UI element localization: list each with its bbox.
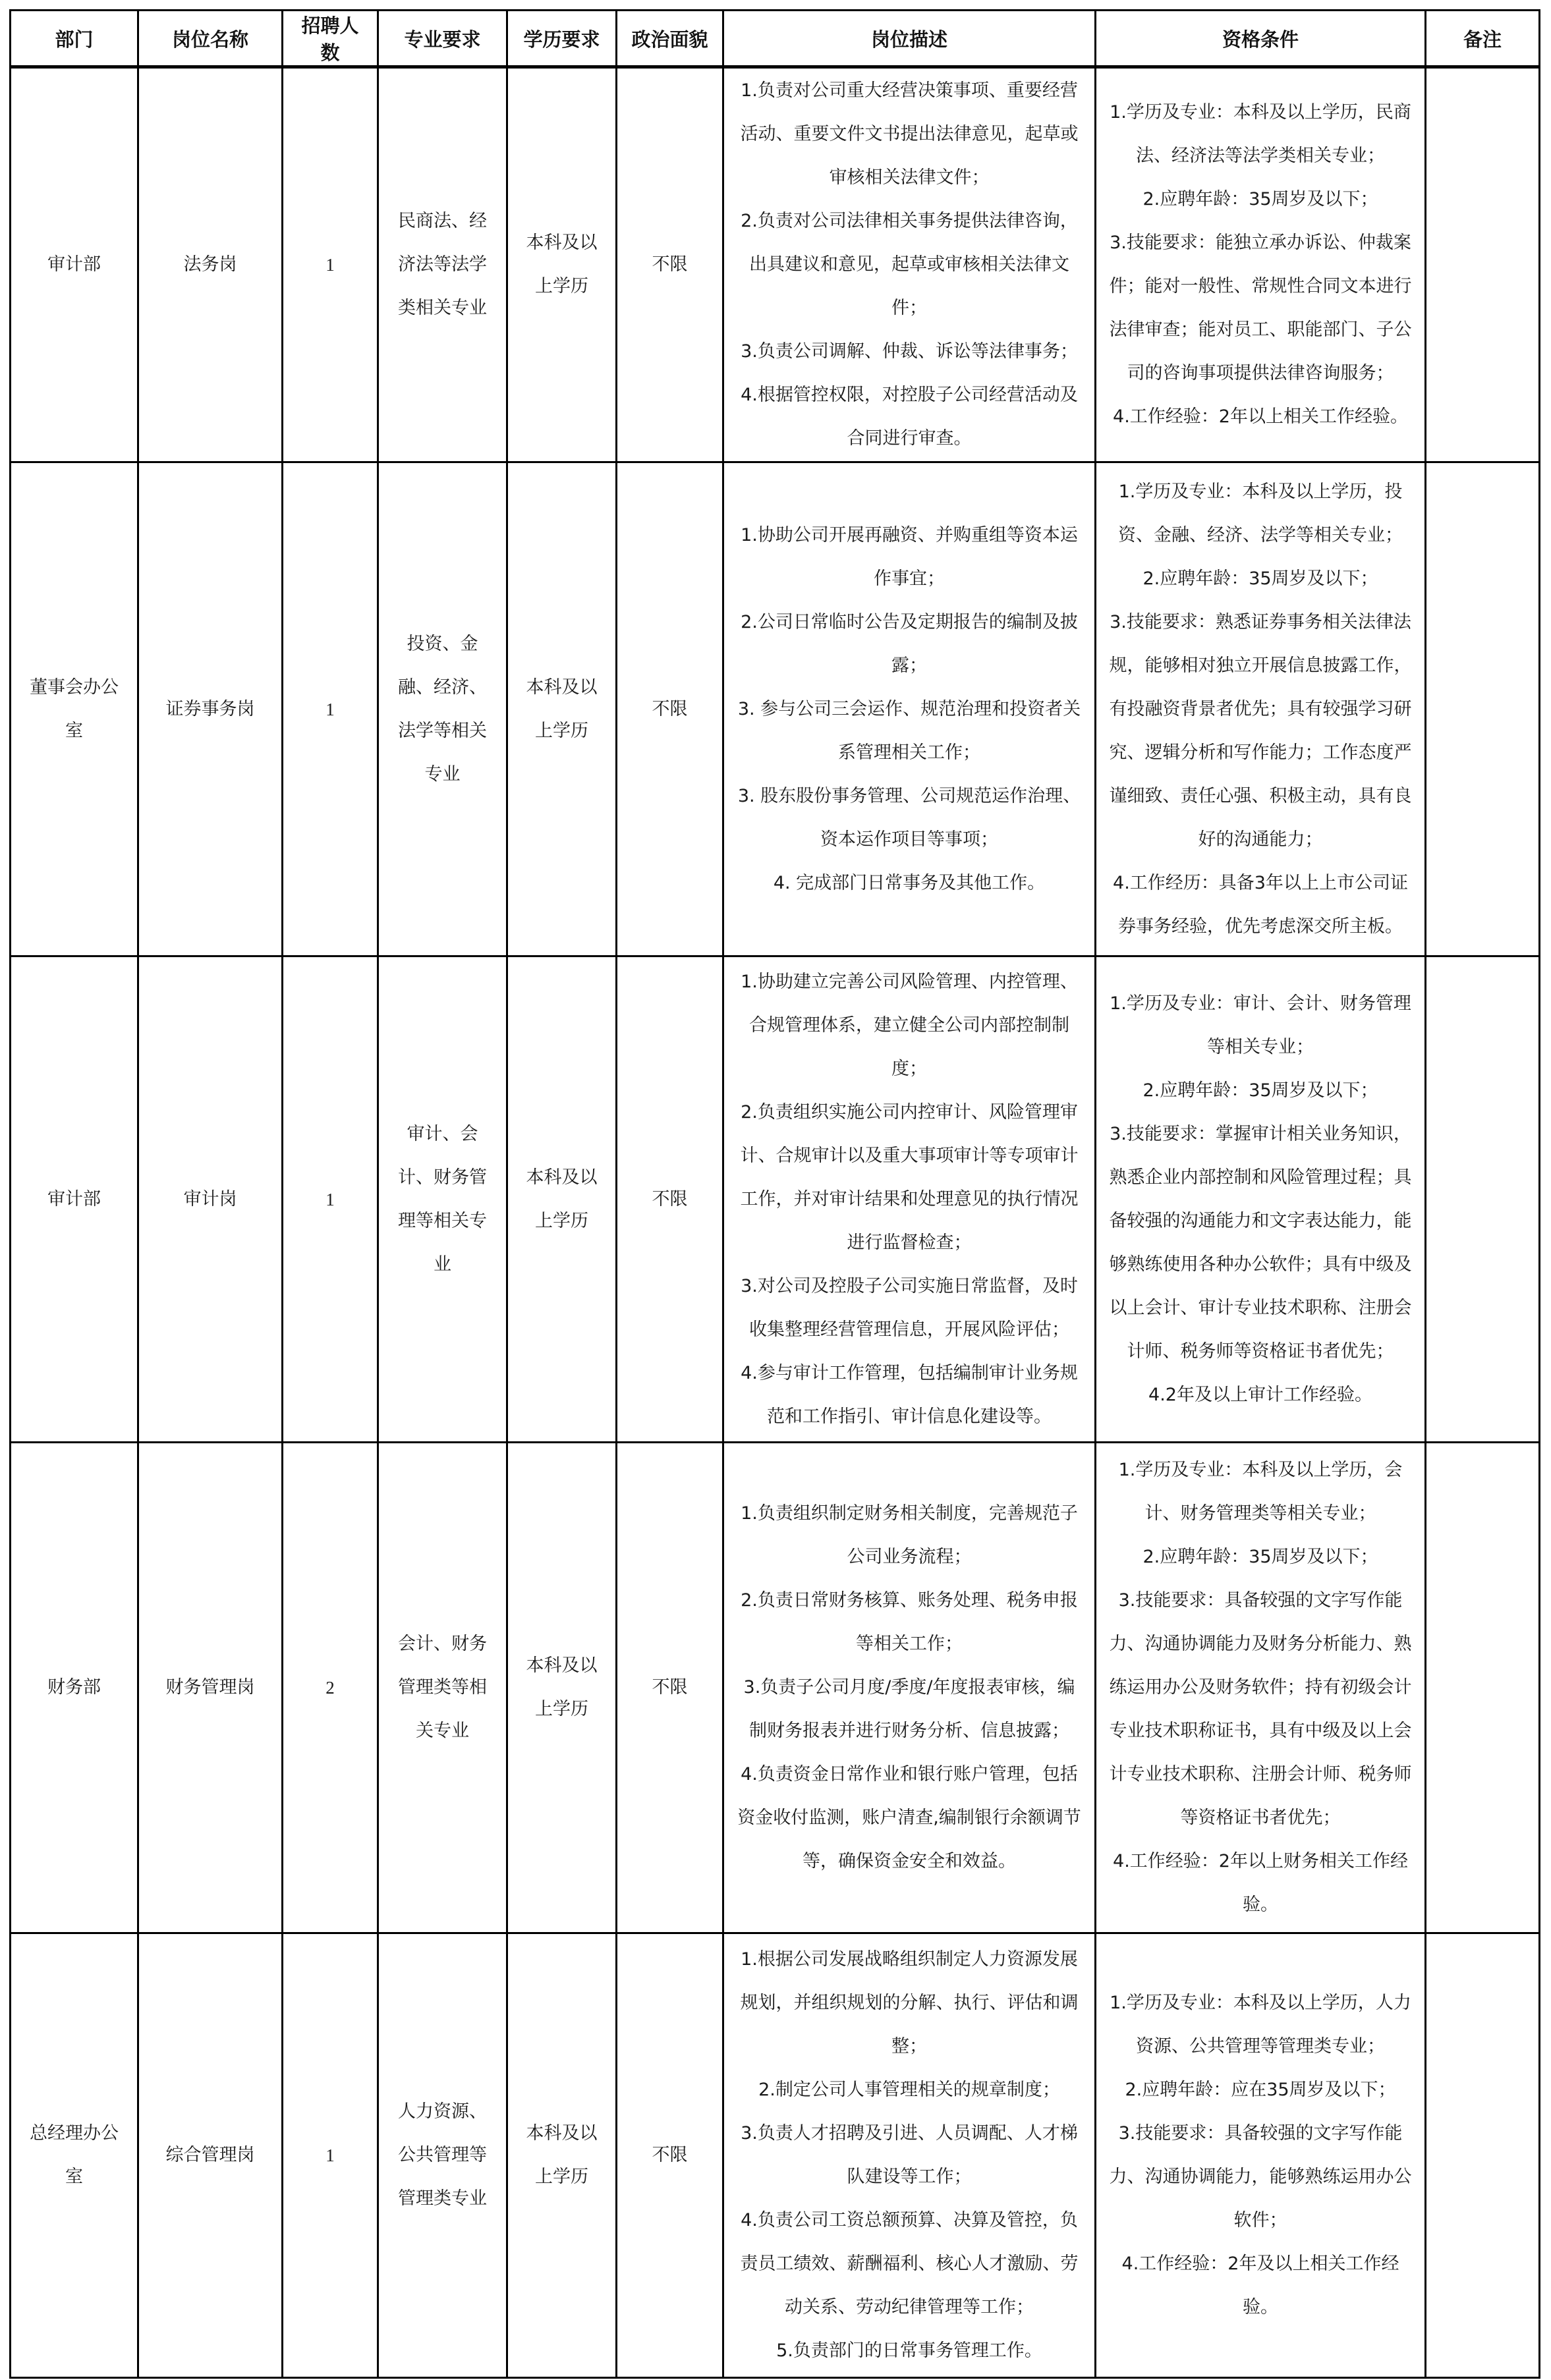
cell-department: 审计部 bbox=[11, 956, 138, 1443]
qualification-item: 2.应聘年龄：35周岁及以下； bbox=[1142, 568, 1378, 589]
qualification-item: 2.应聘年龄：35周岁及以下； bbox=[1142, 189, 1378, 209]
cell-remarks bbox=[1426, 956, 1540, 1443]
header-count: 招聘人数 bbox=[283, 11, 378, 67]
cell-education: 本科及以上学历 bbox=[507, 1933, 617, 2378]
description-item: 3.负责公司调解、仲裁、诉讼等法律事务； bbox=[741, 341, 1078, 362]
description-item: 1.协助建立完善公司风险管理、内控管理、合规管理体系，建立健全公司内部控制制度； bbox=[741, 971, 1078, 1079]
cell-remarks bbox=[1426, 1933, 1540, 2378]
cell-description bbox=[723, 956, 1096, 1443]
cell-description bbox=[723, 462, 1096, 956]
table-row bbox=[11, 462, 1540, 956]
cell-education: 本科及以上学历 bbox=[507, 462, 617, 956]
qualification-item: 2.应聘年龄：35周岁及以下； bbox=[1142, 1547, 1378, 1567]
cell-major: 审计、会计、财务管理等相关专业 bbox=[378, 956, 507, 1443]
cell-department: 财务部 bbox=[11, 1443, 138, 1933]
description-item: 3.对公司及控股子公司实施日常监督，及时收集整理经营管理信息，开展风险评估； bbox=[741, 1275, 1078, 1340]
cell-remarks bbox=[1426, 67, 1540, 462]
description-item: 2.负责日常财务核算、账务处理、税务申报等相关工作； bbox=[741, 1590, 1078, 1654]
qualification-item: 3.技能要求：具备较强的文字写作能力、沟通协调能力及财务分析能力、熟练运用办公及财务软件；持有初级会计专业技术职称证书，具有中级及以上会计专业技术职称、注册会计师、税务师等资格证书者优先； bbox=[1109, 1590, 1412, 1828]
cell-description bbox=[723, 67, 1096, 462]
cell-education: 本科及以上学历 bbox=[507, 956, 617, 1443]
cell-major: 人力资源、公共管理等管理类专业 bbox=[378, 1933, 507, 2378]
cell-remarks bbox=[1426, 462, 1540, 956]
qualification-item: 3.技能要求：熟悉证券事务相关法律法规，能够相对独立开展信息披露工作，有投融资背景者优先；具有较强学习研究、逻辑分析和写作能力；工作态度严谨细致、责任心强、积极主动，具有良好的沟通能力； bbox=[1109, 611, 1412, 850]
cell-department: 董事会办公室 bbox=[11, 462, 138, 956]
cell-description bbox=[723, 1443, 1096, 1933]
cell-position: 审计岗 bbox=[138, 956, 283, 1443]
cell-count: 2 bbox=[283, 1443, 378, 1933]
qualification-item: 3.技能要求：具备较强的文字写作能力、沟通协调能力，能够熟练运用办公软件； bbox=[1109, 2123, 1412, 2230]
description-item: 2.制定公司人事管理相关的规章制度； bbox=[758, 2080, 1060, 2100]
table-row bbox=[11, 956, 1540, 1443]
header-position: 岗位名称 bbox=[138, 11, 283, 67]
qualification-item: 3.技能要求：掌握审计相关业务知识，熟悉企业内部控制和风险管理过程；具备较强的沟通能力和文字表达能力，能够熟练使用各种办公软件；具有中级及以上会计、审计专业技术职称、注册会计师、税务师等资格证书者优先； bbox=[1109, 1123, 1412, 1362]
qualification-item: 4.工作经验：2年以上财务相关工作经验。 bbox=[1113, 1851, 1408, 1915]
table-row bbox=[11, 67, 1540, 462]
cell-department: 总经理办公室 bbox=[11, 1933, 138, 2378]
cell-political: 不限 bbox=[617, 462, 723, 956]
description-item: 1.协助公司开展再融资、并购重组等资本运作事宜； bbox=[741, 524, 1078, 589]
cell-count: 1 bbox=[283, 1933, 378, 2378]
description-item: 1.根据公司发展战略组织制定人力资源发展规划，并组织规划的分解、执行、评估和调整； bbox=[740, 1949, 1079, 2057]
qualification-item: 4.工作经验：2年及以上相关工作经验。 bbox=[1121, 2254, 1399, 2317]
cell-department: 审计部 bbox=[11, 67, 138, 462]
cell-political: 不限 bbox=[617, 1933, 723, 2378]
description-item: 2.负责组织实施公司内控审计、风险管理审计、合规审计以及重大事项审计等专项审计工作，并对审计结果和处理意见的执行情况进行监督检查； bbox=[740, 1101, 1079, 1253]
description-item: 2.公司日常临时公告及定期报告的编制及披露； bbox=[741, 611, 1078, 676]
cell-description bbox=[723, 1933, 1096, 2378]
cell-education: 本科及以上学历 bbox=[507, 67, 617, 462]
header-row bbox=[11, 11, 1540, 67]
qualification-item: 2.应聘年龄：应在35周岁及以下； bbox=[1125, 2080, 1396, 2100]
qualification-item: 1.学历及专业：本科及以上学历，民商法、经济法等法学类相关专业； bbox=[1110, 102, 1411, 166]
cell-political: 不限 bbox=[617, 956, 723, 1443]
header-major: 专业要求 bbox=[378, 11, 507, 67]
description-item: 4. 完成部门日常事务及其他工作。 bbox=[773, 872, 1046, 893]
cell-political: 不限 bbox=[617, 67, 723, 462]
description-item: 4.根据管控权限，对控股子公司经营活动及合同进行审查。 bbox=[741, 385, 1078, 449]
cell-remarks bbox=[1426, 1443, 1540, 1933]
header-description: 岗位描述 bbox=[723, 11, 1096, 67]
cell-qualifications bbox=[1096, 956, 1426, 1443]
table-row bbox=[11, 1933, 1540, 2378]
cell-position: 法务岗 bbox=[138, 67, 283, 462]
cell-count: 1 bbox=[283, 462, 378, 956]
cell-count: 1 bbox=[283, 67, 378, 462]
cell-major: 民商法、经济法等法学类相关专业 bbox=[378, 67, 507, 462]
description-item: 5.负责部门的日常事务管理工作。 bbox=[776, 2340, 1042, 2361]
qualification-item: 3.技能要求：能独立承办诉讼、仲裁案件；能对一般性、常规性合同文本进行法律审查；能对员工、职能部门、子公司的咨询事项提供法律咨询服务； bbox=[1109, 233, 1412, 383]
cell-qualifications bbox=[1096, 1443, 1426, 1933]
description-item: 1.负责组织制定财务相关制度，完善规范子公司业务流程； bbox=[741, 1503, 1078, 1567]
cell-position: 财务管理岗 bbox=[138, 1443, 283, 1933]
cell-position: 综合管理岗 bbox=[138, 1933, 283, 2378]
header-qualifications: 资格条件 bbox=[1096, 11, 1426, 67]
cell-qualifications bbox=[1096, 1933, 1426, 2378]
cell-position: 证券事务岗 bbox=[138, 462, 283, 956]
cell-education: 本科及以上学历 bbox=[507, 1443, 617, 1933]
qualification-item: 4.工作经历：具备3年以上上市公司证券事务经验，优先考虑深交所主板。 bbox=[1113, 872, 1408, 937]
cell-count: 1 bbox=[283, 956, 378, 1443]
table-row bbox=[11, 1443, 1540, 1933]
description-item: 1.负责对公司重大经营决策事项、重要经营活动、重要文件文书提出法律意见，起草或审核相关法律文件； bbox=[740, 80, 1079, 188]
header-department: 部门 bbox=[11, 11, 138, 67]
cell-political: 不限 bbox=[617, 1443, 723, 1933]
description-item: 4.负责资金日常作业和银行账户管理，包括资金收付监测，账户清查,编制银行余额调节等，确保资金安全和效益。 bbox=[737, 1764, 1081, 1871]
description-item: 3. 股东股份事务管理、公司规范运作治理、资本运作项目等事项； bbox=[737, 785, 1081, 850]
qualification-item: 2.应聘年龄：35周岁及以下； bbox=[1142, 1080, 1378, 1101]
description-item: 3.负责人才招聘及引进、人员调配、人才梯队建设等工作； bbox=[741, 2123, 1078, 2187]
cell-major: 会计、财务管理类等相关专业 bbox=[378, 1443, 507, 1933]
qualification-item: 1.学历及专业：本科及以上学历，人力资源、公共管理等管理类专业； bbox=[1110, 1993, 1411, 2057]
description-item: 3. 参与公司三会运作、规范治理和投资者关系管理相关工作； bbox=[737, 698, 1081, 763]
recruitment-table bbox=[9, 9, 1540, 2379]
description-item: 4.负责公司工资总额预算、决算及管控，负责员工绩效、薪酬福利、核心人才激励、劳动关系、劳动纪律管理等工作； bbox=[740, 2210, 1079, 2317]
header-political: 政治面貌 bbox=[617, 11, 723, 67]
description-item: 2.负责对公司法律相关事务提供法律咨询，出具建议和意见，起草或审核相关法律文件； bbox=[741, 211, 1078, 318]
cell-major: 投资、金融、经济、法学等相关专业 bbox=[378, 462, 507, 956]
qualification-item: 4.工作经验：2年以上相关工作经验。 bbox=[1113, 406, 1408, 427]
qualification-item: 4.2年及以上审计工作经验。 bbox=[1148, 1384, 1372, 1405]
qualification-item: 1.学历及专业：本科及以上学历，投资、金融、经济、法学等相关专业； bbox=[1118, 481, 1403, 545]
cell-qualifications bbox=[1096, 67, 1426, 462]
description-item: 3.负责子公司月度/季度/年度报表审核，编制财务报表并进行财务分析、信息披露； bbox=[743, 1677, 1075, 1741]
qualification-item: 1.学历及专业：本科及以上学历，会计、财务管理类等相关专业； bbox=[1118, 1460, 1403, 1524]
header-remarks: 备注 bbox=[1426, 11, 1540, 67]
header-education: 学历要求 bbox=[507, 11, 617, 67]
description-item: 4.参与审计工作管理，包括编制审计业务规范和工作指引、审计信息化建设等。 bbox=[741, 1362, 1078, 1427]
cell-qualifications bbox=[1096, 462, 1426, 956]
qualification-item: 1.学历及专业：审计、会计、财务管理等相关专业； bbox=[1110, 993, 1411, 1057]
